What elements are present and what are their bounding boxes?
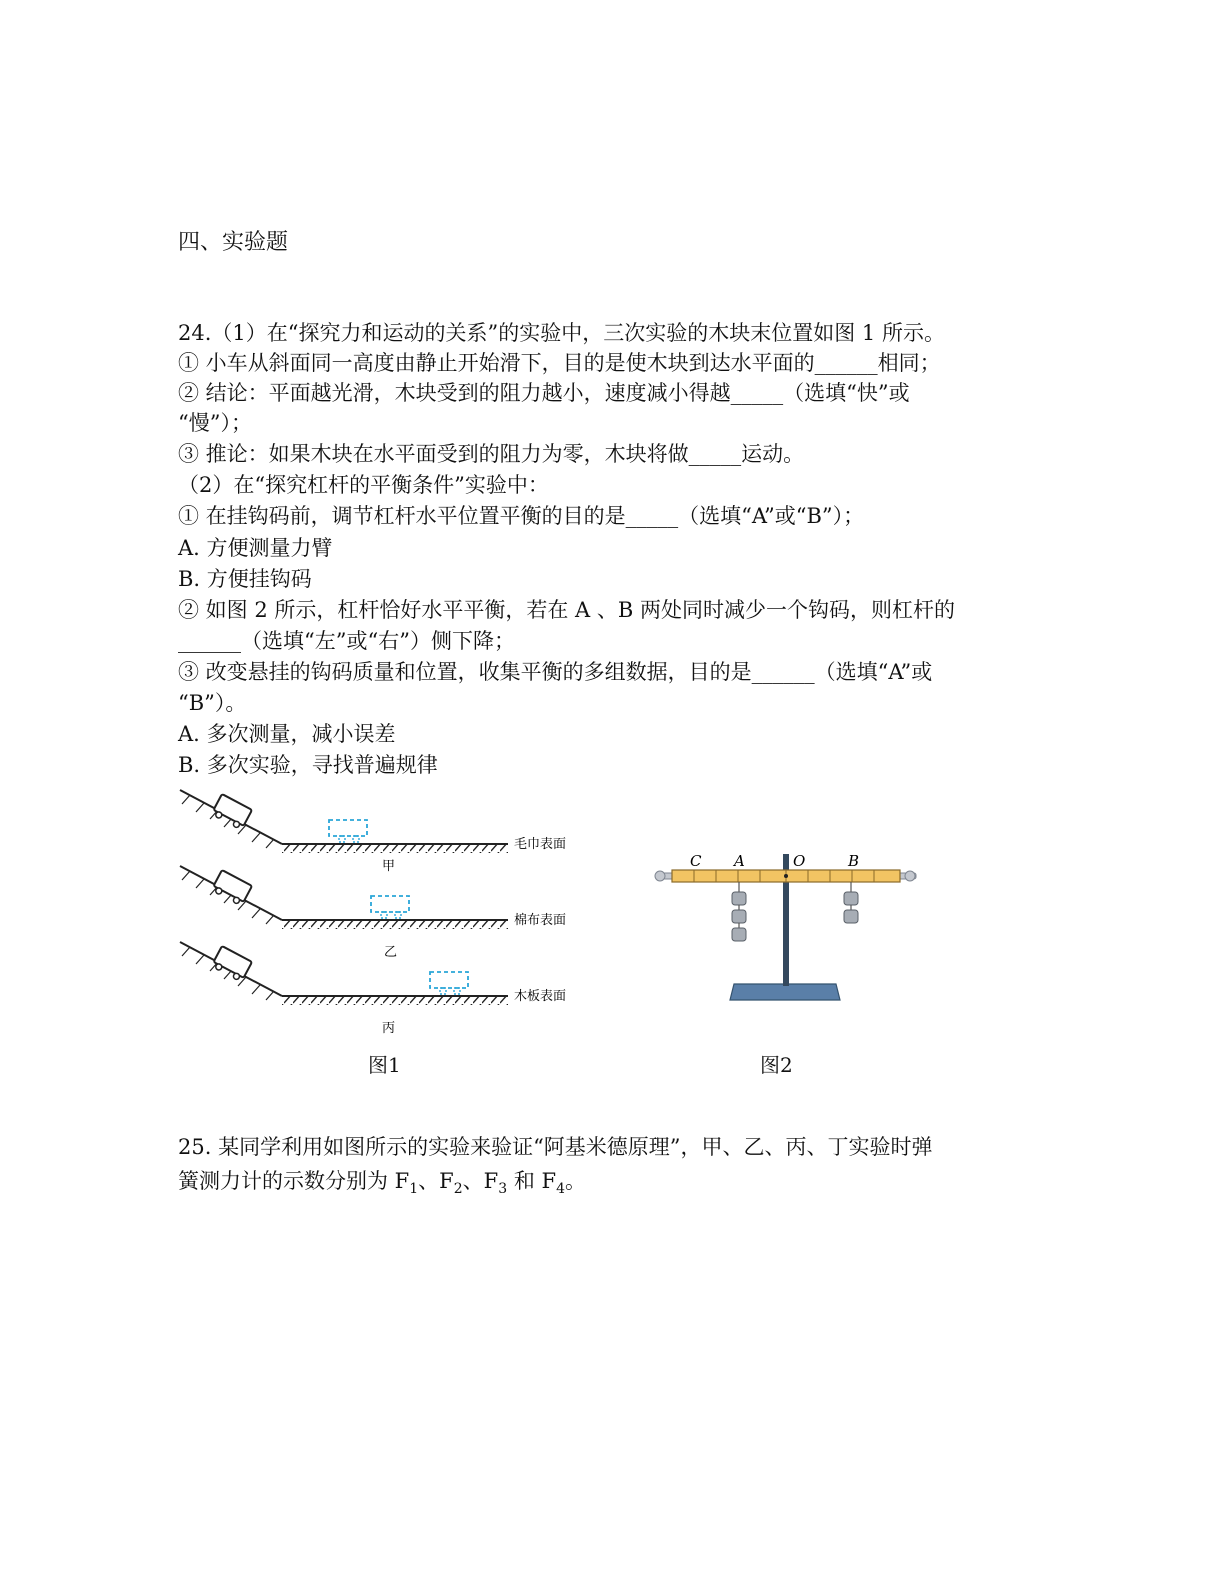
figure-2-caption: 图2 (760, 1053, 793, 1077)
q24-line-6: （2）在“探究杠杆的平衡条件”实验中： (178, 473, 549, 497)
q25-text: 。 (565, 1169, 587, 1193)
row-label: 丙 (382, 1021, 396, 1036)
block-final-position (329, 820, 367, 836)
lever-base (730, 984, 840, 1000)
lever-bar (672, 870, 900, 882)
q24-line-2: ① 小车从斜面同一高度由静止开始滑下，目的是使木块到达水平面的______相同； (178, 351, 941, 375)
figure-1-caption: 图1 (368, 1053, 401, 1077)
q24-line-13: “B”）。 (178, 691, 247, 715)
q25-line-1: 25. 某同学利用如图所示的实验来验证“阿基米德原理”，甲、乙、丙、丁实验时弹 (178, 1135, 933, 1159)
point-b-label: B (848, 852, 860, 870)
point-a-label: A (734, 852, 745, 870)
point-o-label: O (793, 852, 806, 870)
q24-option-a1: A. 方便测量力臂 (178, 536, 333, 560)
subscript: 1 (409, 1181, 419, 1197)
row-label: 甲 (382, 859, 396, 874)
row-towel (180, 790, 566, 874)
block-final-position (371, 896, 409, 912)
subscript: 2 (453, 1181, 463, 1197)
surface-label: 毛巾表面 (514, 837, 567, 852)
block-final-position (430, 972, 468, 988)
weights-at-b (844, 882, 858, 923)
q25-text: 、F (418, 1169, 454, 1193)
section-title: 四、实验题 (178, 230, 289, 255)
subscript: 3 (498, 1181, 508, 1197)
q24-option-a2: A. 多次测量，减小误差 (178, 722, 396, 746)
q24-option-b2: B. 多次实验，寻找普遍规律 (178, 753, 438, 777)
q24-line-12: ③ 改变悬挂的钩码质量和位置，收集平衡的多组数据，目的是______（选填“A”或 (178, 660, 933, 684)
figure-1-inclined-planes (176, 782, 596, 1082)
weights-at-a (732, 882, 746, 941)
q24-option-b1: B. 方便挂钩码 (178, 567, 312, 591)
row-label: 乙 (384, 945, 398, 960)
subscript: 4 (556, 1181, 566, 1197)
q24-line-1: 24.（1）在“探究力和运动的关系”的实验中，三次实验的木块末位置如图 1 所示。 (178, 321, 945, 345)
q24-line-10: ② 如图 2 所示，杠杆恰好水平平衡，若在 A 、B 两处同时减少一个钩码，则杠杆的 (178, 598, 956, 622)
q24-line-5: ③ 推论：如果木块在水平面受到的阻力为零，木块将做_____运动。 (178, 442, 805, 466)
q25-text: 簧测力计的示数分别为 F (178, 1169, 410, 1193)
q25-text: 和 F (507, 1169, 557, 1193)
q25-text: 、F (462, 1169, 499, 1193)
surface-label: 木板表面 (514, 989, 567, 1004)
row-wood (180, 942, 566, 1036)
q24-line-3: ② 结论：平面越光滑，木块受到的阻力越小，速度减小得越_____（选填“快”或 (178, 381, 910, 405)
point-c-label: C (690, 852, 702, 870)
figure-2-lever (648, 848, 928, 1008)
q24-line-4: “慢”）； (178, 411, 252, 435)
surface-label: 棉布表面 (514, 913, 567, 928)
q24-line-11: ______（选填“左”或“右”）侧下降； (178, 629, 515, 653)
q25-line-2 (178, 1166, 586, 1199)
q24-line-7: ① 在挂钩码前，调节杠杆水平位置平衡的目的是_____（选填“A”或“B”）； (178, 504, 865, 528)
row-cotton (180, 866, 566, 960)
